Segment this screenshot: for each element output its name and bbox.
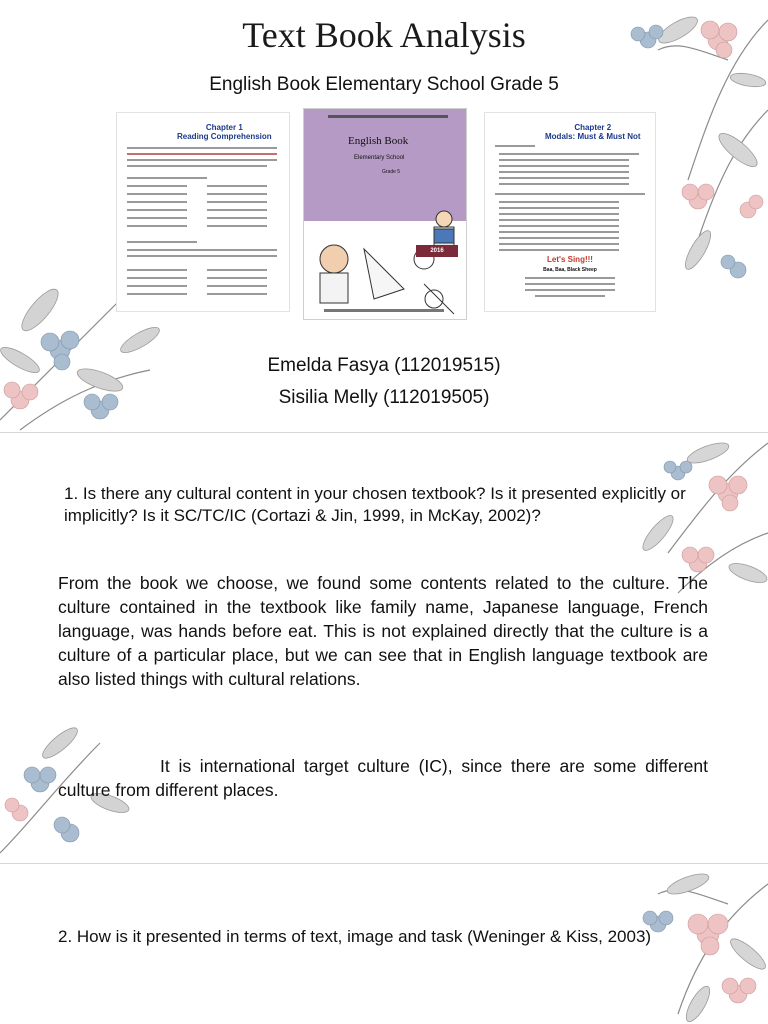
cover-year-badge: 2016 [416, 245, 458, 257]
chapter-1-subheading: Reading Comprehension [177, 132, 272, 141]
textbook-cover [303, 108, 467, 320]
chapter-1-heading: Chapter 1 [205, 123, 243, 132]
textbook-page-chapter-2 [484, 112, 656, 312]
answer-1-paragraph-1: From the book we choose, we found some contents related to the culture. The culture contained in the textbook like family name, Japanese language, French language, was hands before eat. This is not explained directly that the culture is a culture of a particular place, but we can see that in English language textbook are also listed things with cultural relations. [58, 573, 708, 689]
author-list [0, 350, 768, 414]
cover-subtitle: Elementary School [354, 155, 405, 161]
cover-illustration [304, 149, 466, 319]
author-1: Emelda Fasya (112019515) [267, 355, 501, 376]
author-2: Sisilia Melly (112019505) [278, 387, 490, 408]
question-1-slide [0, 433, 768, 863]
song-title: Let's Sing!!! [547, 255, 593, 264]
question-2-slide [0, 864, 768, 1024]
chapter-2-subheading: Modals: Must & Must Not [545, 132, 641, 141]
cover-title: English Book [348, 135, 409, 147]
question-2: 2. How is it presented in terms of text, image and task (Weninger & Kiss, 2003) [58, 927, 652, 946]
song-subtitle: Baa, Baa, Black Sheep [543, 267, 597, 273]
chapter-2-heading: Chapter 2 [574, 123, 612, 132]
question-1: 1. Is there any cultural content in your chosen textbook? Is it presented explicitly or implicitly? Is it SC/TC/IC (Cortazi & Jin, 1999, in McKay, 2002)? [64, 484, 686, 525]
answer-1-paragraph-2: It is international target culture (IC), since there are some different culture from different places. [58, 756, 708, 800]
slide-subtitle: English Book Elementary School Grade 5 [209, 74, 559, 95]
textbook-page-chapter-1 [116, 112, 290, 312]
cover-grade: Grade 5 [382, 169, 401, 175]
slide-title: Text Book Analysis [242, 15, 526, 55]
title-slide [0, 0, 768, 432]
